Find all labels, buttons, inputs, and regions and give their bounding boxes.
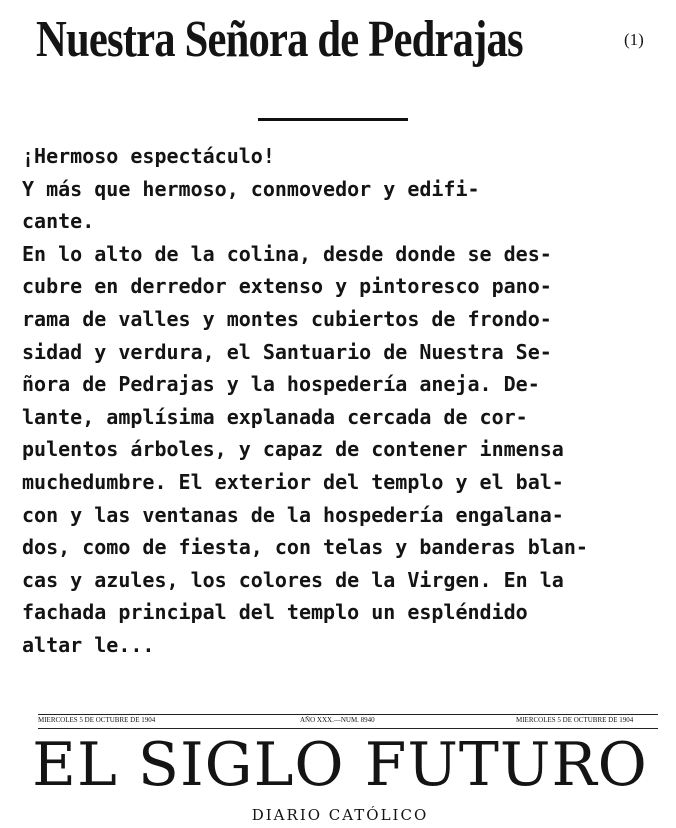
article-line: cubre en derredor extenso y pintoresco pano- [22,274,552,299]
title-rule [258,118,408,121]
article-body [22,140,662,663]
article-line: Y más que hermoso, conmovedor y edifi- [22,176,480,201]
article-line: altar le... [22,632,155,657]
article-line: rama de valles y montes cubiertos de frondo- [22,306,552,331]
newspaper-subtitle: DIARIO CATÓLICO [251,806,429,824]
article-line: dos, como de fiesta, con telas y banderas blan- [22,535,588,560]
article-line: pulentos árboles, y capaz de contener inmensa [22,437,564,462]
masthead-date-left: MIERCOLES 5 DE OCTUBRE DE 1904 [38,716,156,724]
article-line: sidad y verdura, el Santuario de Nuestra Se- [22,339,552,364]
masthead-rule-top [38,714,658,715]
masthead-issue: AÑO XXX.—NUM. 8940 [300,716,375,724]
article-title: Nuestra Señora de Pedrajas [36,11,523,68]
article-line: cas y azules, los colores de la Virgen. En la [22,567,564,592]
article-line: ñora de Pedrajas y la hospedería aneja. De- [22,372,540,397]
masthead-date-right: MIERCOLES 5 DE OCTUBRE DE 1904 [516,716,634,724]
article-line: fachada principal del templo un espléndido [22,600,528,625]
article-line: muchedumbre. El exterior del templo y el bal- [22,469,564,494]
article-line: En lo alto de la colina, desde donde se des- [22,241,552,266]
newspaper-name: EL SIGLO FUTURO [32,730,648,800]
article-line: con y las ventanas de la hospedería engalana- [22,502,564,527]
article-line: ¡Hermoso espectáculo! [22,144,275,168]
article-line: cante. [22,209,95,234]
masthead-rule-bottom [38,728,658,729]
article-line: lante, amplísima explanada cercada de cor- [22,404,528,429]
footnote-mark: (1) [624,30,644,49]
